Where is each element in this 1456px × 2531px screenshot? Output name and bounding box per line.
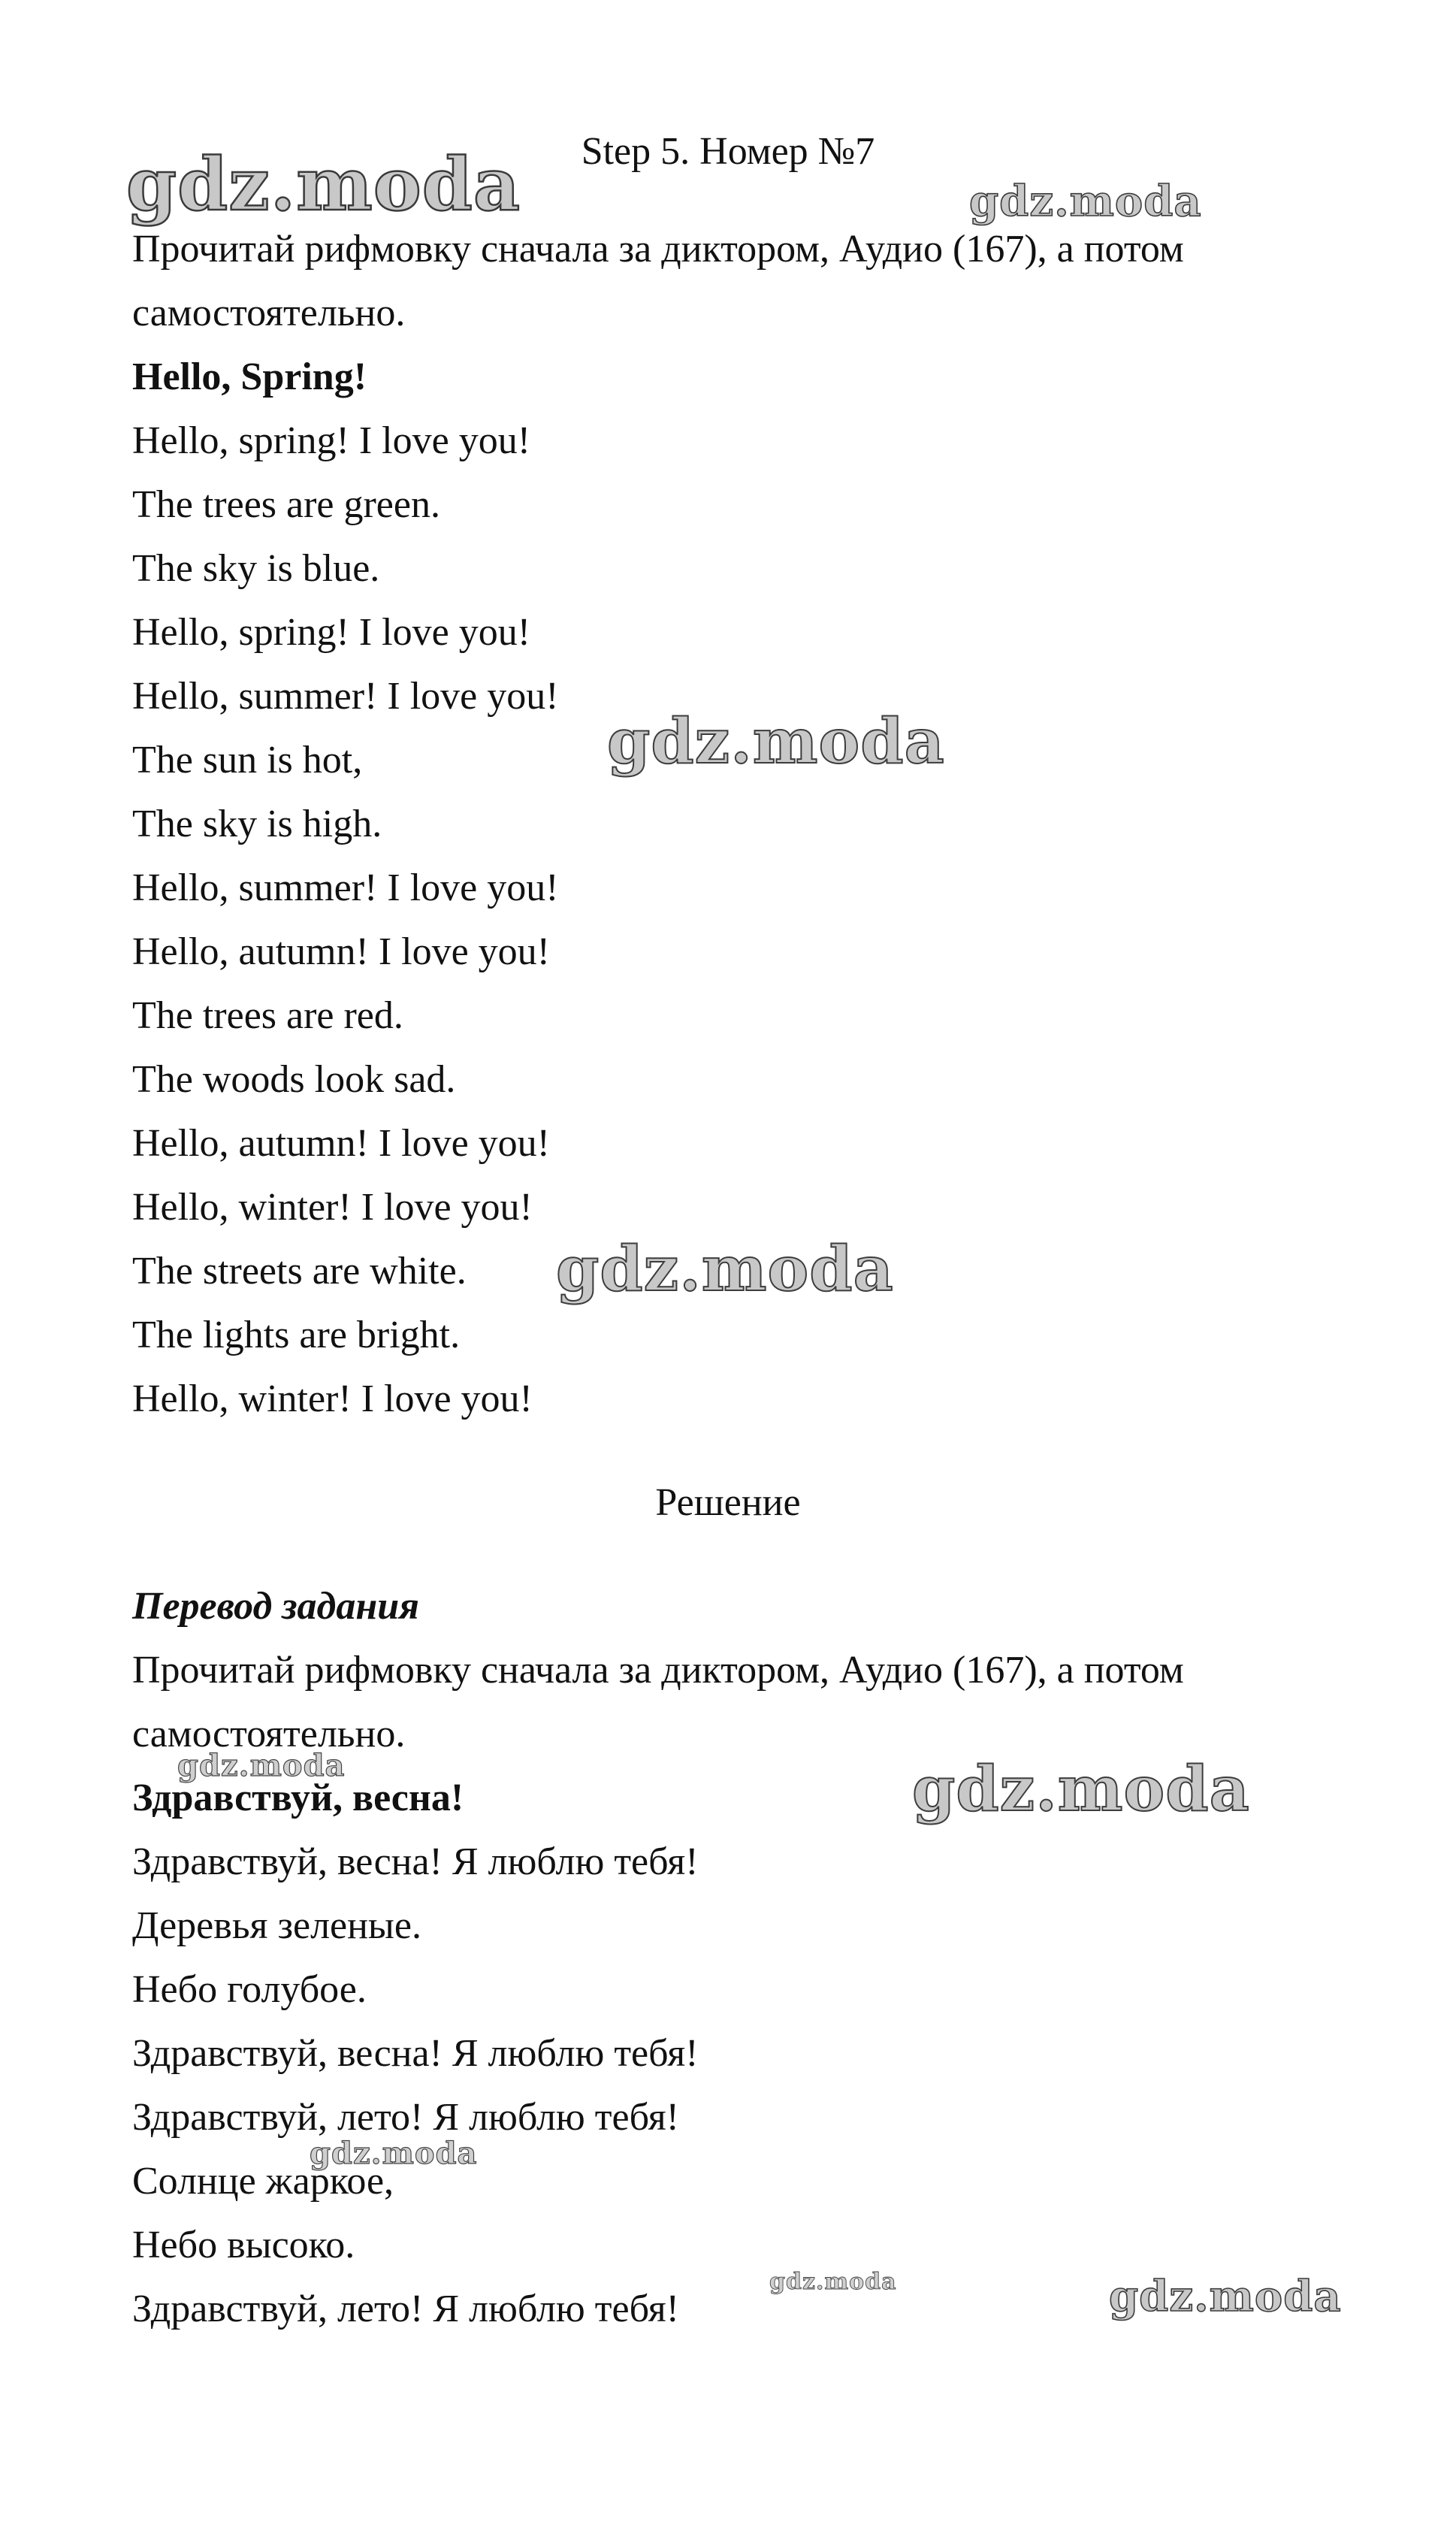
solution-heading: Решение	[655, 1481, 801, 1524]
poem-line: Hello, spring! I love you!	[132, 611, 531, 654]
poem-line: Hello, summer! I love you!	[132, 675, 559, 718]
watermark-logo: gdz.moda	[912, 1753, 1250, 1825]
poem-line: Hello, winter! I love you!	[132, 1186, 533, 1229]
poem-line: Hello, spring! I love you!	[132, 419, 531, 462]
poem-line: Hello, summer! I love you!	[132, 866, 559, 909]
translation-heading: Перевод задания	[132, 1585, 419, 1628]
watermark-logo: gdz.moda	[1109, 2272, 1342, 2321]
translated-instruction-line-2: самостоятельно.	[132, 1713, 406, 1755]
translated-poem-line: Здравствуй, весна! Я люблю тебя!	[132, 1840, 699, 1883]
poem-title: Hello, Spring!	[132, 355, 367, 398]
task-instruction-line-1: Прочитай рифмовку сначала за диктором, Аудио (167), а потом	[132, 228, 1184, 271]
page-title: Step 5. Номер №7	[581, 130, 875, 173]
translated-poem-line: Деревья зеленые.	[132, 1904, 421, 1947]
translated-poem-line: Солнце жаркое,	[132, 2160, 394, 2203]
poem-line: The woods look sad.	[132, 1058, 456, 1101]
watermark-logo: gdz.moda	[769, 2269, 897, 2295]
translated-poem-line: Небо голубое.	[132, 1968, 367, 2011]
watermark-logo: gdz.moda	[310, 2136, 478, 2171]
poem-line: Hello, winter! I love you!	[132, 1377, 533, 1420]
translated-poem-title: Здравствуй, весна!	[132, 1777, 464, 1819]
poem-line: Hello, autumn! I love you!	[132, 930, 550, 973]
translated-poem-line: Здравствуй, весна! Я люблю тебя!	[132, 2032, 699, 2075]
poem-line: Hello, autumn! I love you!	[132, 1122, 550, 1165]
task-instruction-line-2: самостоятельно.	[132, 292, 406, 334]
translated-poem-line: Здравствуй, лето! Я люблю тебя!	[132, 2096, 679, 2139]
poem-line: The sky is blue.	[132, 547, 380, 590]
translated-poem-line: Небо высоко.	[132, 2224, 355, 2266]
watermark-logo: gdz.moda	[126, 142, 521, 227]
translated-instruction-line-1: Прочитай рифмовку сначала за диктором, Аудио (167), а потом	[132, 1649, 1184, 1692]
watermark-logo: gdz.moda	[177, 1748, 346, 1783]
translated-poem-line: Здравствуй, лето! Я люблю тебя!	[132, 2288, 679, 2330]
watermark-logo: gdz.moda	[969, 177, 1202, 226]
poem-line: The trees are green.	[132, 483, 440, 526]
poem-line: The streets are white.	[132, 1250, 467, 1293]
poem-line: The lights are bright.	[132, 1314, 461, 1356]
watermark-logo: gdz.moda	[607, 706, 945, 778]
poem-line: The sun is hot,	[132, 739, 363, 782]
poem-line: The sky is high.	[132, 803, 382, 845]
watermark-logo: gdz.moda	[556, 1233, 894, 1305]
poem-line: The trees are red.	[132, 994, 403, 1037]
